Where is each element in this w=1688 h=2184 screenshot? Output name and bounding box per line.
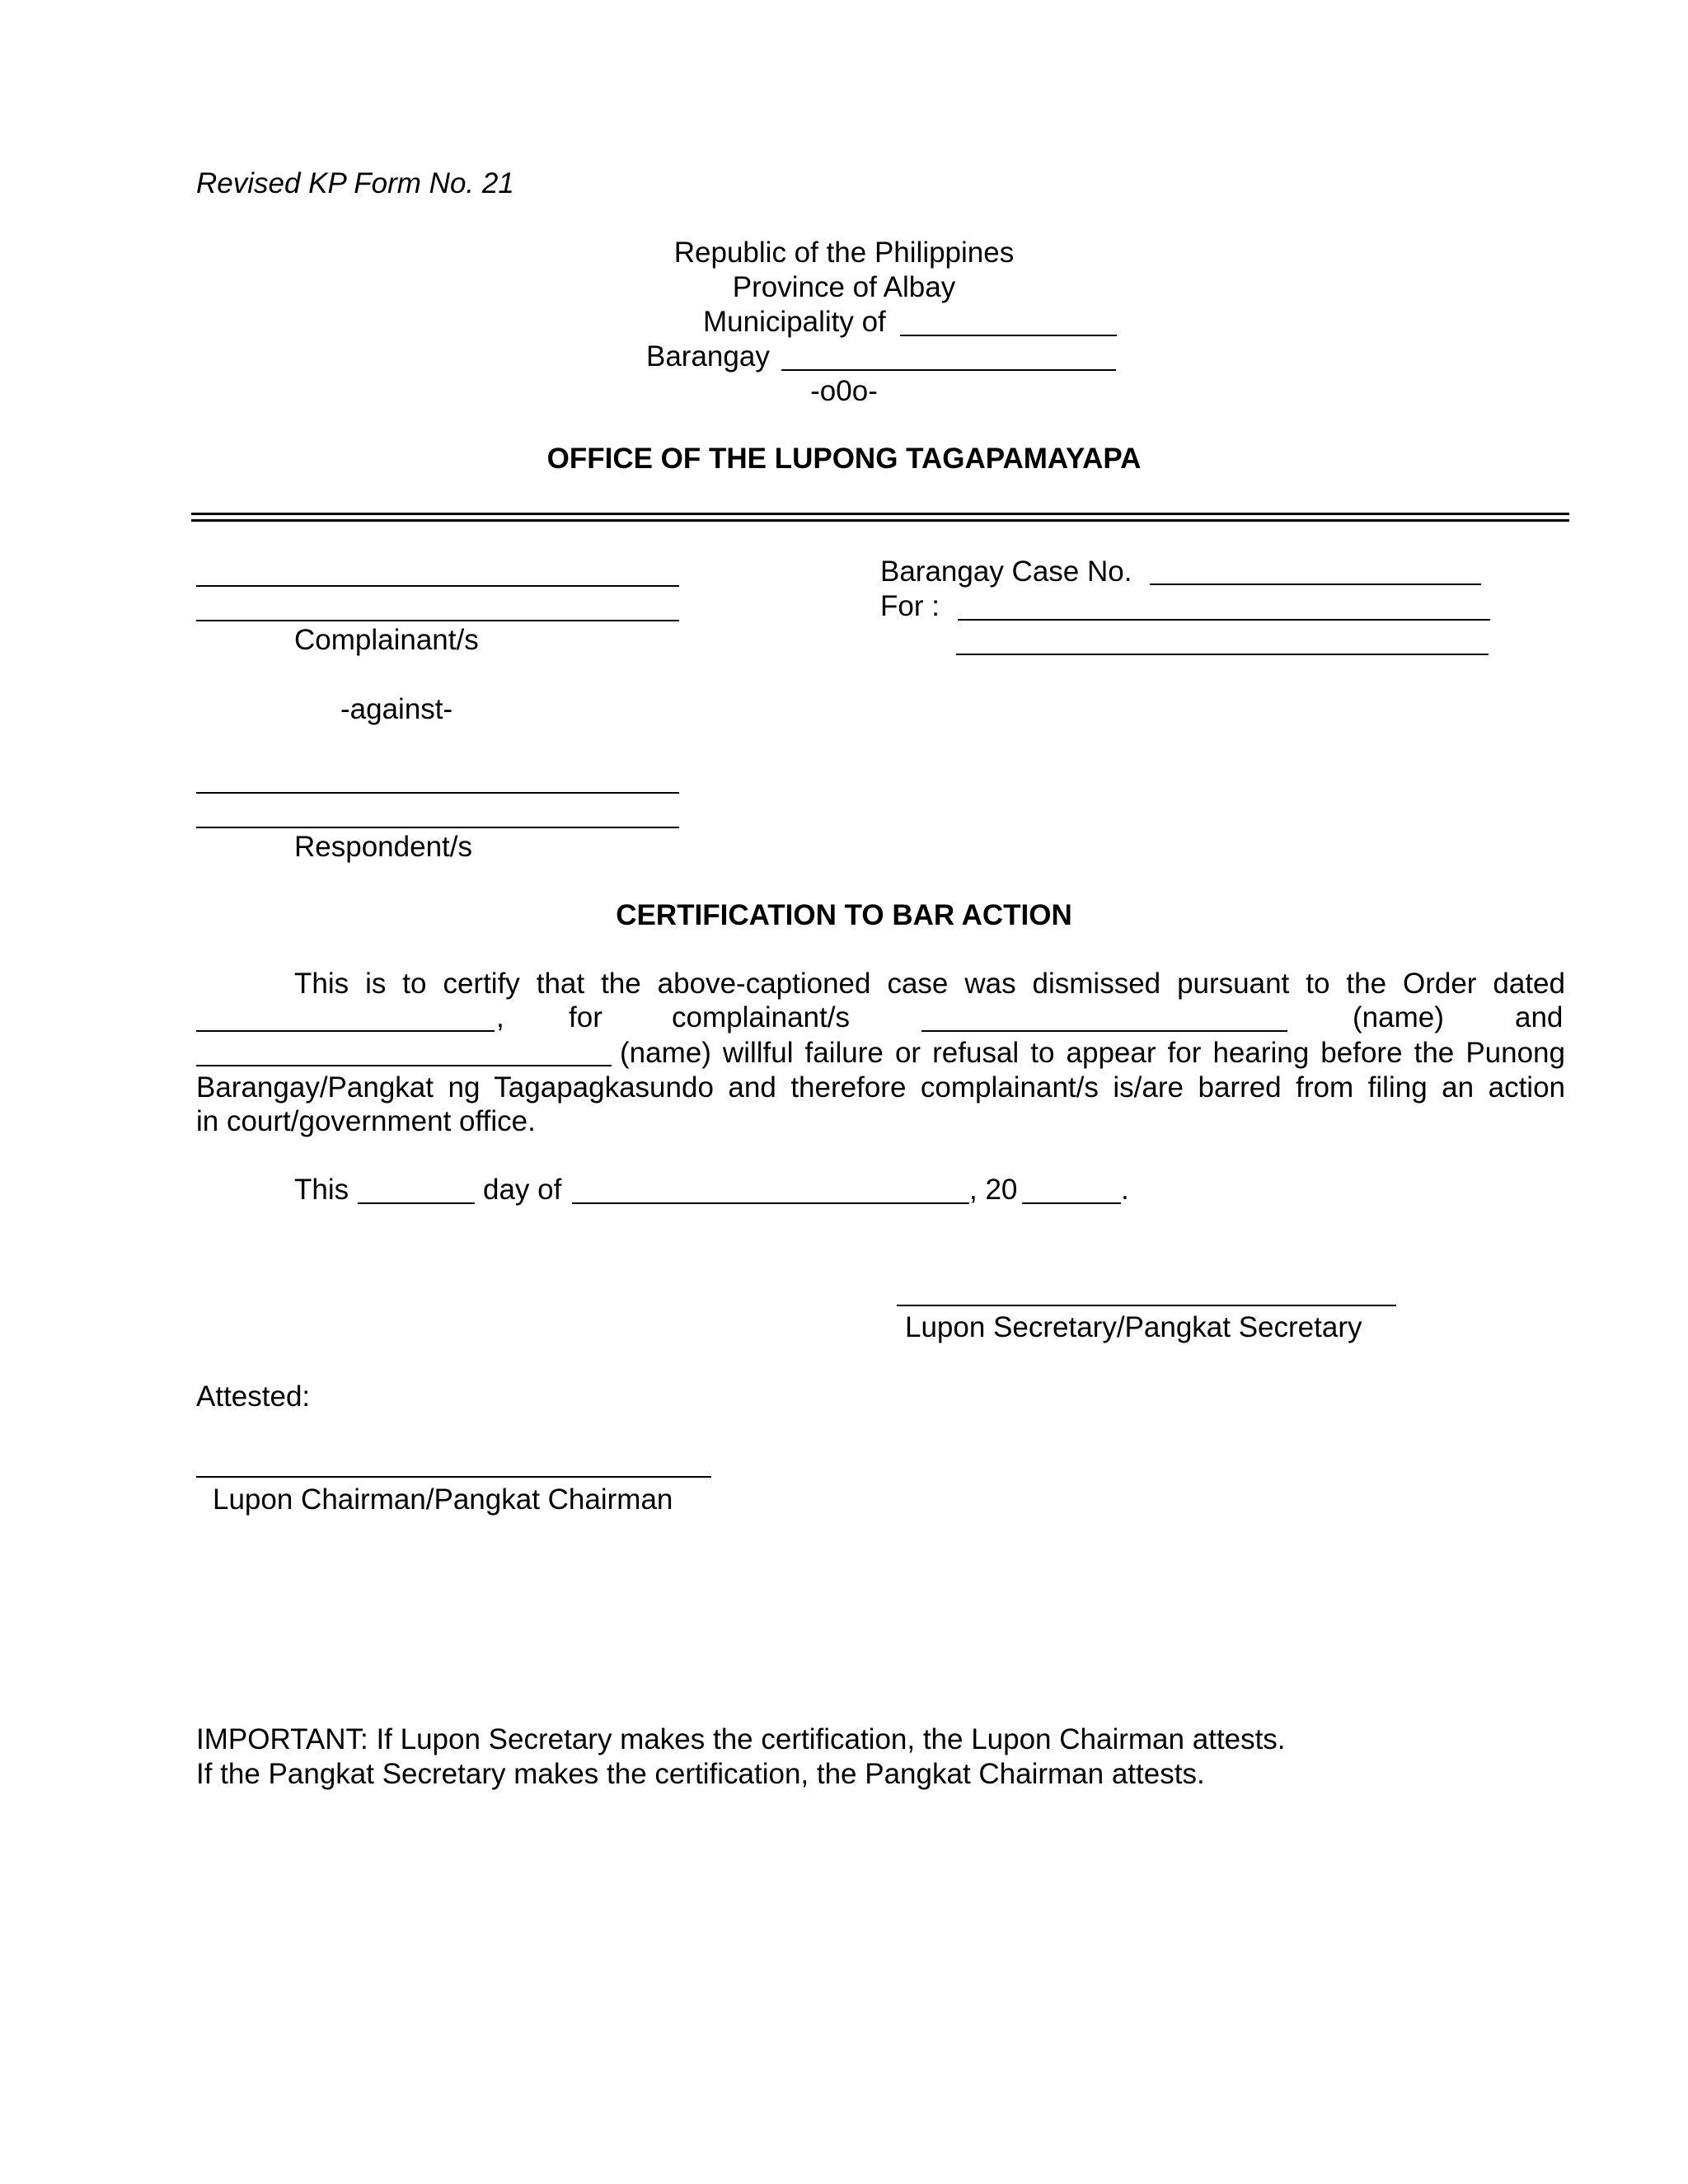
day-blank[interactable] [358,1202,475,1204]
respondent-blank-1[interactable] [196,792,679,794]
body-line-5: in court/government office. [196,1105,536,1137]
form-number: Revised KP Form No. 21 [196,167,514,199]
date-this: This [294,1174,349,1206]
barangay-blank[interactable] [781,369,1116,371]
important-line-2: If the Pangkat Secretary makes the certification, the Pangkat Chairman attests. [196,1758,1205,1790]
date-year-prefix: , 20 [969,1174,1018,1206]
second-name-blank[interactable] [196,1065,612,1066]
body-line-2-name: (name) [1353,1001,1444,1033]
body-line-3: (name) willful failure or refusal to appear for hearing before the Punong [620,1037,1565,1069]
for-label: For : [880,590,940,622]
barangay-label: Barangay [646,340,770,373]
year-blank[interactable] [1022,1202,1121,1204]
respondent-blank-2[interactable] [196,827,679,828]
against-label: -against- [340,693,453,725]
respondent-label: Respondent/s [294,831,472,863]
republic-heading: Republic of the Philippines [673,237,1015,269]
certification-title: CERTIFICATION TO BAR ACTION [616,899,1072,931]
attested-label: Attested: [196,1380,311,1413]
chairman-label: Lupon Chairman/Pangkat Chairman [213,1483,673,1516]
body-line-2-and: and [1515,1001,1564,1033]
for-blank-1[interactable] [958,619,1490,621]
important-line-1: IMPORTANT: If Lupon Secretary makes the certification, the Lupon Chairman attests. [196,1723,1286,1755]
case-no-blank[interactable] [1150,583,1481,585]
secretary-signature-line[interactable] [897,1305,1396,1306]
complainant-blank-2[interactable] [196,620,679,621]
chairman-signature-line[interactable] [196,1476,711,1478]
complainant-name-blank[interactable] [921,1030,1287,1032]
separator: -o0o- [810,375,878,407]
secretary-label: Lupon Secretary/Pangkat Secretary [905,1311,1362,1343]
complainant-blank-1[interactable] [196,585,679,587]
month-blank[interactable] [572,1202,969,1204]
province-heading: Province of Albay [732,271,956,303]
body-line-2-for: for [569,1001,603,1033]
body-line-2-comma: , [496,1001,504,1033]
header-double-rule [191,513,1569,522]
municipality-label: Municipality of [703,306,886,338]
body-line-1: This is to certify that the above-captioned case was dismissed pursuant to the Order dated [294,968,1565,1000]
office-title: OFFICE OF THE LUPONG TAGAPAMAYAPA [546,443,1142,475]
date-period: . [1121,1174,1129,1206]
complainant-label: Complainant/s [294,624,479,656]
for-blank-2[interactable] [956,654,1489,655]
case-no-label: Barangay Case No. [880,555,1132,588]
body-line-4: Barangay/Pangkat ng Tagapagkasundo and therefore complainant/s is/are barred from filing an action [196,1071,1565,1104]
date-day-of: day of [483,1174,562,1206]
order-date-blank[interactable] [196,1030,495,1032]
municipality-blank[interactable] [900,335,1117,336]
body-line-2-complainants: complainant/s [672,1001,850,1033]
